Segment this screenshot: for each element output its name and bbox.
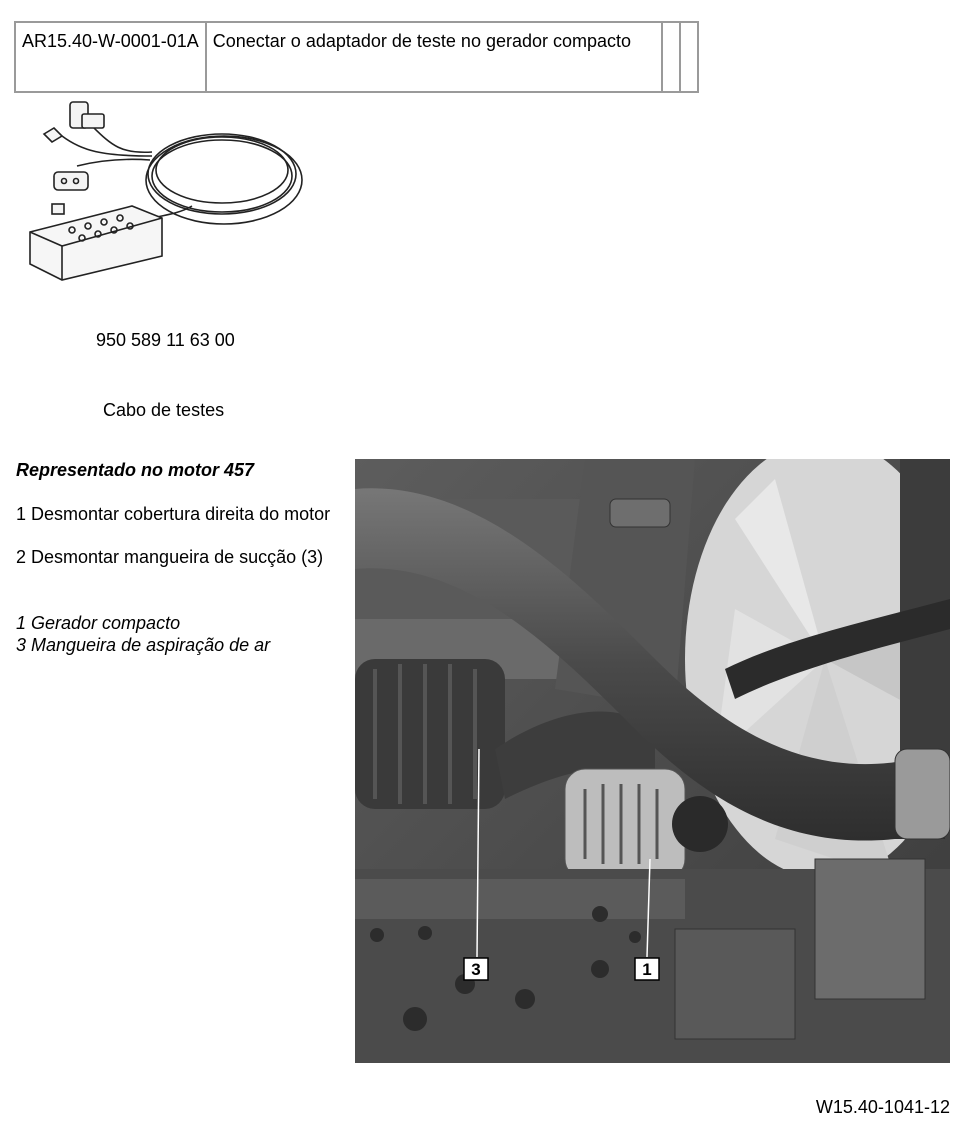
tool-part-number: 950 589 11 63 00	[96, 330, 235, 350]
engine-photo	[355, 459, 950, 1063]
callout-label: 3	[471, 960, 481, 979]
header-empty-cell	[662, 22, 680, 92]
header-table	[14, 21, 699, 93]
figure-id: W15.40-1041-12	[815, 1097, 950, 1117]
legend-item: 3 Mangueira de aspiração de ar	[16, 635, 271, 655]
figure-legend	[16, 612, 351, 656]
callout-label: 1	[642, 960, 652, 979]
header-empty-cell	[680, 22, 698, 92]
procedure-step: 1 Desmontar cobertura direita do motor	[16, 504, 331, 524]
procedure-section	[16, 459, 351, 656]
test-cable-illustration	[22, 96, 308, 284]
document-title: Conectar o adaptador de teste no gerador compacto	[206, 22, 662, 92]
procedure-step: 2 Desmontar mangueira de sucção (3)	[16, 547, 324, 567]
legend-item: 1 Gerador compacto	[16, 613, 181, 633]
tool-name: Cabo de testes	[103, 400, 225, 420]
procedure-context: Representado no motor 457	[16, 460, 255, 480]
document-code: AR15.40-W-0001-01A	[15, 22, 206, 92]
